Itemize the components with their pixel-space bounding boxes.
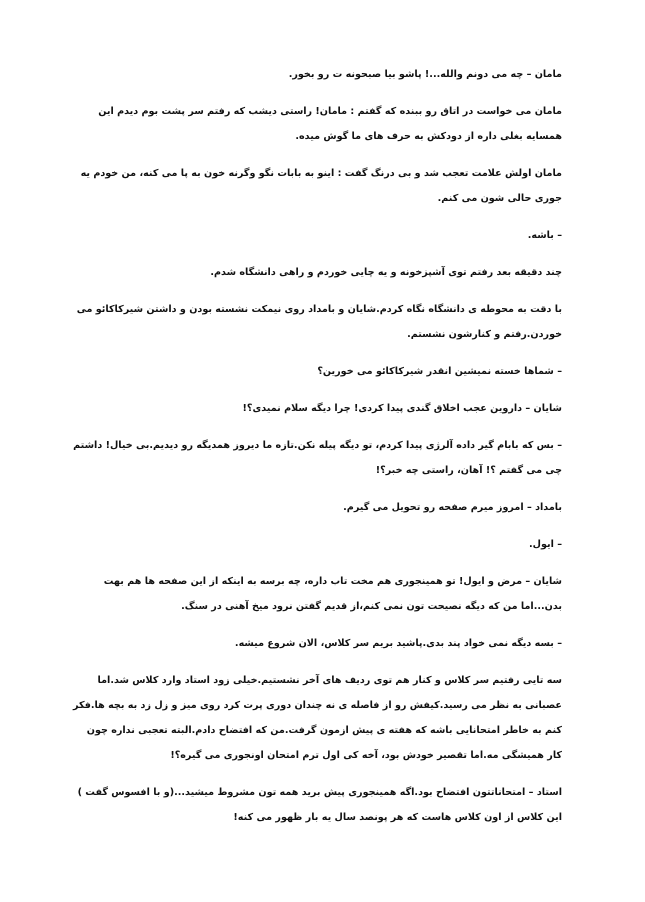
- paragraph: بامداد – امروز میرم صفحه رو تحویل می گیرم.: [343, 502, 562, 513]
- paragraph: – بس که بابام گیر داده آلرژی پیدا کردم، تو دیگه پیله نکن.تازه ما دیروز همدیگه رو دیدیم.بی خیال! داشتم چی می گفتم ؟! آهان، راستی چه خبر؟!: [73, 440, 562, 476]
- paragraph: با دقت به محوطه ی دانشگاه نگاه کردم.شایان و بامداد روی نیمکت نشسته بودن و داشتن شیرکاکائو می خوردن.رفتم و کنارشون نشستم.: [76, 304, 562, 340]
- paragraph: – شماها خسته نمیشین انقدر شیرکاکائو می خورین؟: [317, 366, 562, 377]
- story-text: [72, 62, 562, 842]
- paragraph: – باشه.: [527, 230, 562, 241]
- paragraph: چند دقیقه بعد رفتم توی آشپزخونه و یه چایی خوردم و راهی دانشگاه شدم.: [210, 267, 562, 278]
- paragraph: استاد – امتحاناتتون افتضاح بود.اگه همینجوری پیش برید همه تون مشروط میشید...(و با افسوس گفت ) این کلاس از اون کلاس هاست که هر پونصد سال یه بار ظهور می کنه!: [77, 787, 562, 823]
- paragraph: مامان می خواست در اتاق رو ببنده که گفتم : مامان! راستی دیشب که رفتم سر پشت بوم دیدم این همسایه بغلی داره از دودکش به حرف های ما گوش میده.: [98, 106, 562, 142]
- paragraph: شایان – مرض و ایول! تو همینجوری هم مخت تاب داره، چه برسه به اینکه از این صفحه ها هم بهت بدن...اما من که دیگه نصیحت تون نمی کنم،از قدیم گفتن نرود میخ آهنی در سنگ.: [103, 576, 562, 612]
- paragraph: – بسه دیگه نمی خواد پند بدی.پاشید بریم سر کلاس، الان شروع میشه.: [234, 638, 562, 649]
- paragraph: شایان – داروین عجب اخلاق گندی پیدا کردی! چرا دیگه سلام نمیدی؟!: [242, 403, 562, 414]
- paragraph: مامان اولش علامت تعجب شد و بی درنگ گفت : اینو به بابات نگو وگرنه خون به پا می کنه، من خودم یه جوری حالی شون می کنم.: [80, 168, 562, 204]
- paragraph: – ایول.: [528, 539, 562, 550]
- paragraph: سه تایی رفتیم سر کلاس و کنار هم توی ردیف های آخر نشستیم.خیلی زود استاد وارد کلاس شد.اما عصبانی به نظر می رسید.کیفش رو از فاصله ی نه چندان دوری پرت کرد روی میز و زل زد به بچه ها.فکر کنم به خاطر امتحانایی باشه که هفته ی پیش ازمون گرفت.من که افتضاح دادم.البته تعجبی نداره چون کار همیشگی مه.اما تقصیر خودش بود، آخه کی اول ترم امتحان اونجوری می گیره؟!: [73, 675, 562, 761]
- paragraph: مامان – چه می دونم والله...! پاشو بیا صبحونه ت رو بخور.: [288, 69, 562, 80]
